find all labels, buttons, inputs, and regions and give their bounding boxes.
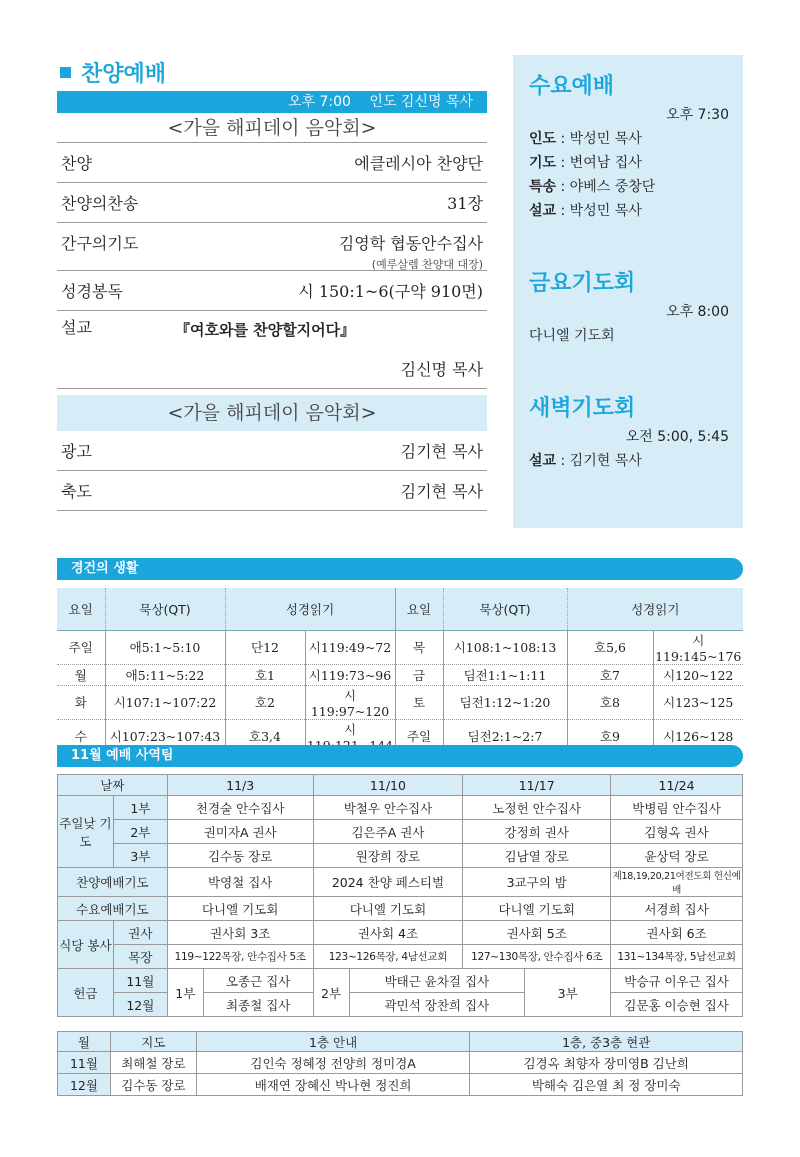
cell: 시126~128 [653,719,743,753]
devotion-header-row [57,588,743,630]
row-label: 주일낮 기도 [58,796,114,868]
square-bullet-icon [60,67,71,78]
row-sublabel: 3부 [113,844,167,868]
cell: 다니엘 기도회 [463,897,611,921]
table-row [58,796,743,820]
cell: 주일 [395,719,443,753]
cell: 시119:145~176 [653,630,743,664]
wednesday-line: 설교 : 박성민 목사 [529,203,642,219]
wednesday-line: 기도 : 변여남 집사 [529,155,642,171]
dawn-title: 새벽기도회 [529,396,636,421]
wednesday-service [529,69,729,220]
cell: 주일 [57,630,105,664]
cell: 화 [57,685,105,719]
program-value-group [339,231,483,272]
cell: 김수동 장로 [110,1074,196,1096]
table-row [58,868,743,897]
cell: 서경희 집사 [611,897,743,921]
col-header: 1층, 중3층 현관 [470,1032,743,1052]
praise-time-bar [57,91,487,113]
wednesday-line: 인도 : 박성민 목사 [529,131,642,147]
date-cell: 11/10 [313,775,463,796]
cell: 딤전1:12~1:20 [443,685,567,719]
table-row [58,844,743,868]
cell: 배재연 장혜신 박나현 정진희 [196,1074,470,1096]
program-label: 찬양 [61,154,92,173]
cell: 시 [305,719,395,753]
event-heading: <가을 해피데이 음악회> [57,113,487,143]
wednesday-time: 오후 7:30 [666,107,729,123]
cell: 3부 [525,969,611,1017]
praise-service-section [57,57,487,511]
praise-leader: 인도 김신명 목사 [369,94,473,110]
cell: 수 [57,719,105,753]
col-header: 성경읽기 [225,588,395,630]
cell: 곽민석 장찬희 집사 [349,993,525,1017]
date-label: 날짜 [58,775,168,796]
usher-guide-table [57,1031,743,1096]
cell: 호9 [567,719,653,753]
cell: 박병림 안수집사 [611,796,743,820]
program-value: 에클레시아 찬양단 [354,154,483,173]
program-label: 축도 [61,482,92,501]
cell: 2부 [313,969,349,1017]
dawn-service [529,391,729,470]
row-label: 헌금 [58,969,114,1017]
cell: 호8 [567,685,653,719]
cell: 127~130목장, 안수집사 6조 [463,945,611,969]
cell: 박승규 이우근 집사 [611,969,743,993]
program-row [57,143,487,183]
cell: 박태근 윤차걸 집사 [349,969,525,993]
cell: 2024 찬양 페스티벌 [313,868,463,897]
cell: 김남열 장로 [463,844,611,868]
row-sublabel: 2부 [113,820,167,844]
program-value: 김영학 협동안수집사 [338,234,483,253]
program-value: 김기현 목사 [400,442,483,461]
cell: 김문홍 이승현 집사 [611,993,743,1017]
program-row [57,223,487,271]
cell: 박해숙 김은열 최 정 장미숙 [470,1074,743,1096]
table-row [57,664,743,685]
praise-service-title: 찬양예배 [81,61,167,87]
cell: 천경술 안수집사 [167,796,313,820]
program-value: 31장 [447,194,483,213]
cell: 시119:73~96 [305,664,395,685]
cell: 박영철 집사 [167,868,313,897]
program-label: 간구의기도 [61,234,139,253]
cell: 권사회 5조 [463,921,611,945]
sermon-title: 『여호와를 찬양할지어다』 [175,321,356,339]
cell: 호7 [567,664,653,685]
cell: 시119:97~120 [305,685,395,719]
cell: 호5,6 [567,630,653,664]
cell: 권사회 3조 [167,921,313,945]
cell: 김은주A 권사 [313,820,463,844]
table-row [57,685,743,719]
cell: 시107:23~107:43 [105,719,225,753]
cell: 시120~122 [653,664,743,685]
cell: 윤상덕 장로 [611,844,743,868]
row-sublabel: 12월 [113,993,167,1017]
col-header: 월 [58,1032,111,1052]
cell: 애5:1~5:10 [105,630,225,664]
program-row [57,271,487,311]
table-row [58,820,743,844]
cell: 3교구의 밤 [463,868,611,897]
row-sublabel: 목장 [113,945,167,969]
col-header: 지도 [110,1032,196,1052]
col-header: 요일 [395,588,443,630]
col-header: 성경읽기 [567,588,743,630]
program-note: (예루살렘 찬양대 대장) [371,258,483,271]
date-cell: 11/3 [167,775,313,796]
cell: 시108:1~108:13 [443,630,567,664]
program-row [57,183,487,223]
dawn-time: 오전 5:00, 5:45 [625,429,729,445]
friday-time: 오후 8:00 [666,304,729,320]
other-services-panel [513,55,743,528]
date-cell: 11/17 [463,775,611,796]
cell: 호2 [225,685,305,719]
cell: 최종철 집사 [203,993,313,1017]
cell: 호3,4 [225,719,305,753]
col-header: 묵상(QT) [105,588,225,630]
cell: 노정헌 안수집사 [463,796,611,820]
wednesday-title: 수요예배 [529,74,615,99]
friday-line: 다니엘 기도회 [529,328,615,344]
cell: 다니엘 기도회 [167,897,313,921]
program-label: 광고 [61,442,92,461]
cell: 시107:1~107:22 [105,685,225,719]
cell: 11월 [58,1052,111,1074]
program-value: 시 150:1~6(구약 910면) [298,282,483,301]
program-row [57,471,487,511]
cell: 1부 [167,969,203,1017]
cell: 제18,19,20,21여전도회 헌신예배 [611,868,743,897]
row-label: 수요예배기도 [58,897,168,921]
row-sublabel: 1부 [113,796,167,820]
ministry-team-table [57,774,743,1017]
program-label: 성경봉독 [61,282,123,301]
friday-title: 금요기도회 [529,271,636,296]
cell: 119~122목장, 안수집사 5조 [167,945,313,969]
cell: 단12 [225,630,305,664]
devotion-bar: 경건의 생활 [57,558,743,580]
cell: 권사회 6조 [611,921,743,945]
cell: 12월 [58,1074,111,1096]
sermon-label: 설교 [61,318,92,337]
cell: 다니엘 기도회 [313,897,463,921]
cell: 시119:49~72 [305,630,395,664]
team-bar: 11월 예배 사역팀 [57,745,743,767]
sermon-preacher: 김신명 목사 [400,360,483,379]
table-row [58,945,743,969]
cell: 호1 [225,664,305,685]
devotion-table [57,588,743,754]
cell: 딤전2:1~2:7 [443,719,567,753]
cell: 딤전1:1~1:11 [443,664,567,685]
col-header: 묵상(QT) [443,588,567,630]
cell: 금 [395,664,443,685]
friday-service [529,266,729,345]
row-sublabel: 11월 [113,969,167,993]
cell: 토 [395,685,443,719]
table-row [58,969,743,993]
dawn-line: 설교 : 김기현 목사 [529,453,642,469]
table-row [58,897,743,921]
cell: 김수동 장로 [167,844,313,868]
cell: 원장희 장로 [313,844,463,868]
cell: 131~134목장, 5남선교회 [611,945,743,969]
cell: 시123~125 [653,685,743,719]
table-row [57,630,743,664]
cell: 최해철 장로 [110,1052,196,1074]
cell: 박철우 안수집사 [313,796,463,820]
cell: 김경옥 최향자 장미영B 김난희 [470,1052,743,1074]
row-label: 찬양예배기도 [58,868,168,897]
cell: 김인숙 정혜정 전양희 정미경A [196,1052,470,1074]
col-header: 1층 안내 [196,1032,470,1052]
cell: 오종근 집사 [203,969,313,993]
row-label: 식당 봉사 [58,921,114,969]
col-header: 요일 [57,588,105,630]
cell: 권미자A 권사 [167,820,313,844]
guide-header-row [58,1032,743,1052]
program-label: 찬양의찬송 [61,194,139,213]
cell: 권사회 4조 [313,921,463,945]
date-header-row [58,775,743,796]
table-row [58,1074,743,1096]
cell: 목 [395,630,443,664]
cell: 월 [57,664,105,685]
sermon-row [57,311,487,389]
wednesday-line: 특송 : 야베스 중창단 [529,179,656,195]
cell: 123~126목장, 4남선교회 [313,945,463,969]
row-sublabel: 권사 [113,921,167,945]
cell: 김형옥 권사 [611,820,743,844]
table-row [58,921,743,945]
cell: 강정희 권사 [463,820,611,844]
program-row [57,431,487,471]
date-cell: 11/24 [611,775,743,796]
cell: 애5:11~5:22 [105,664,225,685]
event-heading: <가을 해피데이 음악회> [57,395,487,431]
table-row [58,1052,743,1074]
praise-time: 오후 7:00 [288,94,351,110]
praise-service-header [57,57,487,87]
program-value: 김기현 목사 [400,482,483,501]
table-row [58,993,743,1017]
